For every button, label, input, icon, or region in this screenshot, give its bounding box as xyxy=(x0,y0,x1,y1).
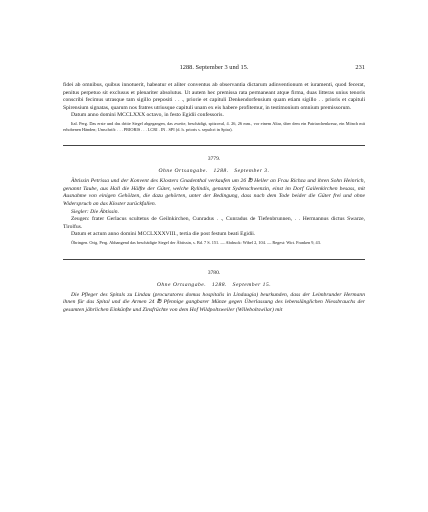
document-note: Öhringen. Orig. Perg. Abhangend das beschädigte Siegel der Äbtissin, s. Bd. 7 S. 151. — Abdruck: Wibel 2, 104. — Regest: Wirt. Franken 9, 43. xyxy=(71,239,321,245)
continuation-section xyxy=(63,82,365,132)
document-page xyxy=(63,62,365,314)
running-head-title: 1288. September 3 und 15. xyxy=(179,64,249,71)
document-number: 3780. xyxy=(207,269,221,276)
continuation-note: Ital. Perg. Das erste und das dritte Siegel abgegangen, das zweite, beschädigt, spitzoval, 4. 26, 26 mm., vor einem Altar, über dem ein Patriarchenkreuz, ein Mönch mit erhobenen Händen; Umschrift: . . . PRIORIS . . . LCRI . IN . SPI (d. h. prioris s. sepulcri in Spira). xyxy=(63,120,365,132)
document-number: 3779. xyxy=(207,156,221,163)
section-divider xyxy=(63,259,365,260)
document-3780 xyxy=(63,269,365,315)
document-heading: Ohne Ortsangabe. 1288. September 3. xyxy=(158,168,270,175)
document-sealer: Siegler: Die Äbtissin. xyxy=(71,208,120,215)
section-divider xyxy=(63,145,365,146)
page-number: 231 xyxy=(355,64,365,71)
document-summary: Die Pfleger des Spitals zu Lindau (procuratores domus hospitalis in Lindaugia) beurkunden, dass der Leimbrunder Hermann ihnen für das Spital und die Armen 24 ℔ Pfennige gangbarer Münze gegen Überlassung des lebenslänglichen Niessbrauchs der gesamten jährlichen Einkünfte und Zinsfrüchte von dem Hof Wildpoltsweiler (Willeboltswilar) mit xyxy=(63,291,365,313)
running-head xyxy=(63,62,365,74)
document-summary: Äbtissin Petrissa und der Konvent des Klosters Gnadenthal verkaufen um 26 ℔ Heller an Frau Richza und ihren Sohn Heinrich, genannt Taube, aus Hall die Hälfte der Güter, welche Rylindis, genannt Sydenschwenzin, einst im Dorf Gailenkirchen besass, mit Ausnahme von einigen Gehölzen, die dazu gehörten, unter der Bedingung, dass nach dem Tode beider die Güter frei und ohne Widerspruch an das Kloster zurückfallen. xyxy=(63,178,365,207)
document-heading: Ohne Ortsangabe. 1288. September 15. xyxy=(156,281,272,288)
document-3779 xyxy=(63,155,365,245)
continuation-text: fidei ab omnibus, quibus innotuerit, habeatur et aliter conventus ab observantia dictarum adinventionum et iuramenti, quod fecerat, penitus perpetuo sit exclusus et plenariter absolutus. Ut autem hec premissa rata permaneant atque firma, duas litteras unius tenoris conscribi fecimus utrasque tam sigillo prepositi . . ., priorie et capituli Denkendorfensium quam etiam sigillo . . prioris et capituli Spirensium signatas, quarum nos fratres utriusque capituli unam ex eis habere profitemur, in testimonium omnium premissorum. xyxy=(63,82,365,111)
document-witnesses: Zeugen: frater Gerlacus scultetus de Geilnkirchen, Cunradus . ., Cunradus de Tiefenbrunnen, . . Hermannus dictus Swarze, Tirolfus. xyxy=(63,216,365,230)
continuation-dating: Datum anno domini MCCLXXX octavo, in festo Egidii confessoris. xyxy=(71,112,224,119)
document-dating: Datum et actum anno domini MCCLXXXVIII., tertia die post festum beati Egidii. xyxy=(71,231,256,238)
